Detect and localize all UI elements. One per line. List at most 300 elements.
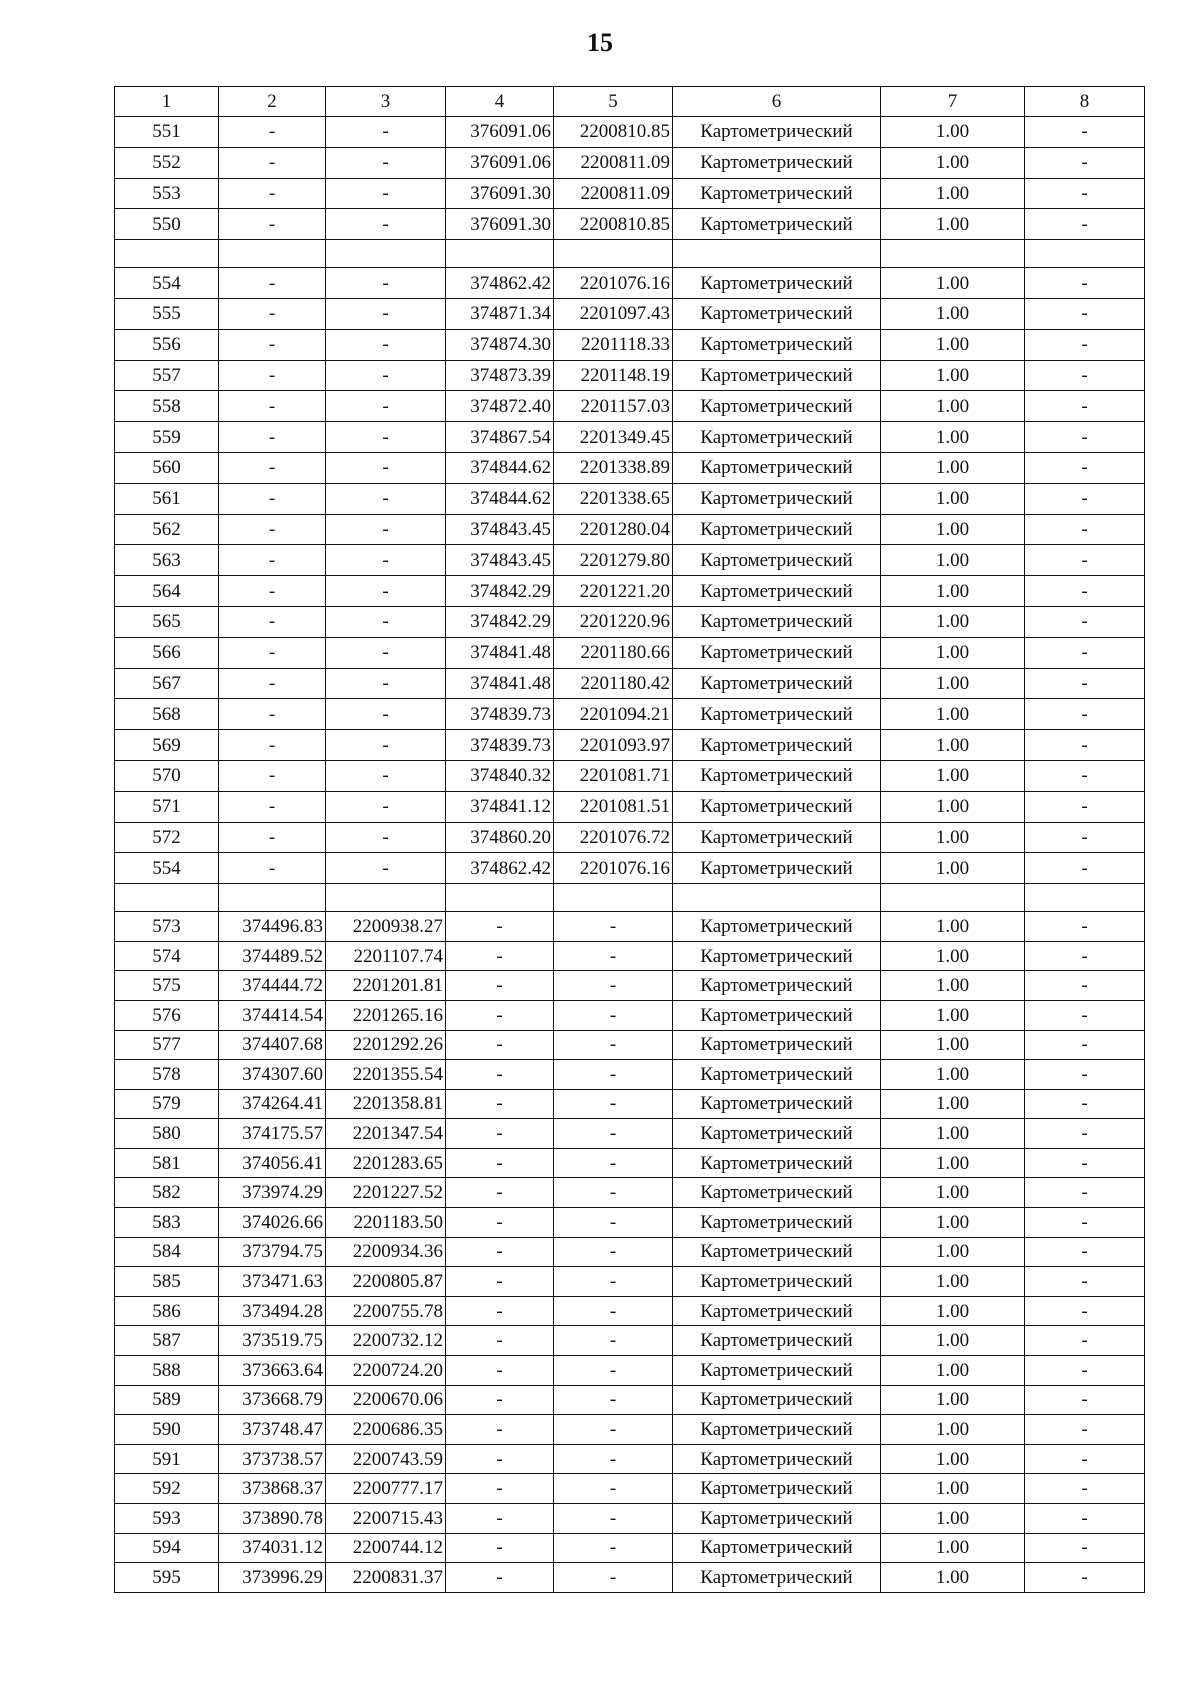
note-cell: -: [1025, 209, 1145, 240]
table-row: [115, 971, 1145, 1001]
x-coord-cell: -: [446, 912, 554, 942]
note-cell: -: [1025, 668, 1145, 699]
x-coord-cell: 376091.30: [446, 178, 554, 209]
y-coord-cell: 2201180.66: [554, 637, 673, 668]
y-coord-cell: -: [326, 178, 446, 209]
table-row: [115, 699, 1145, 730]
table-row: [115, 545, 1145, 576]
method-cell: Картометрический: [673, 1237, 881, 1267]
note-cell: -: [1025, 298, 1145, 329]
method-cell: Картометрический: [673, 1267, 881, 1297]
y-coord-cell: 2201338.65: [554, 483, 673, 514]
x-coord-cell: 374841.48: [446, 637, 554, 668]
table-row: [115, 822, 1145, 853]
y-coord-cell: 2201283.65: [326, 1148, 446, 1178]
table-row: [115, 483, 1145, 514]
table-row: [115, 452, 1145, 483]
accuracy-cell: 1.00: [881, 1000, 1025, 1030]
method-cell: Картометрический: [673, 699, 881, 730]
y-coord-cell: 2200934.36: [326, 1237, 446, 1267]
table-row: [115, 1563, 1145, 1593]
y-coord-cell: 2201148.19: [554, 360, 673, 391]
table-row: [115, 668, 1145, 699]
x-coord-cell: -: [219, 822, 326, 853]
spacer-cell: [115, 884, 219, 912]
x-coord-cell: -: [446, 1000, 554, 1030]
y-coord-cell: 2201157.03: [554, 391, 673, 422]
y-coord-cell: 2201280.04: [554, 514, 673, 545]
table-row: [115, 1356, 1145, 1386]
point-number-cell: 565: [115, 606, 219, 637]
x-coord-cell: -: [219, 514, 326, 545]
method-cell: Картометрический: [673, 822, 881, 853]
x-coord-cell: -: [219, 699, 326, 730]
method-cell: Картометрический: [673, 391, 881, 422]
x-coord-cell: 374843.45: [446, 514, 554, 545]
x-coord-cell: 374175.57: [219, 1119, 326, 1149]
spacer-cell: [554, 240, 673, 268]
accuracy-cell: 1.00: [881, 668, 1025, 699]
y-coord-cell: -: [326, 268, 446, 299]
y-coord-cell: -: [554, 1030, 673, 1060]
point-number-cell: 567: [115, 668, 219, 699]
x-coord-cell: -: [219, 298, 326, 329]
accuracy-cell: 1.00: [881, 1444, 1025, 1474]
table-row: [115, 1267, 1145, 1297]
method-cell: Картометрический: [673, 1178, 881, 1208]
y-coord-cell: -: [326, 422, 446, 453]
method-cell: Картометрический: [673, 606, 881, 637]
y-coord-cell: -: [554, 1119, 673, 1149]
point-number-cell: 573: [115, 912, 219, 942]
y-coord-cell: 2200732.12: [326, 1326, 446, 1356]
method-cell: Картометрический: [673, 1326, 881, 1356]
method-cell: Картометрический: [673, 147, 881, 178]
accuracy-cell: 1.00: [881, 1119, 1025, 1149]
method-cell: Картометрический: [673, 1415, 881, 1445]
accuracy-cell: 1.00: [881, 1356, 1025, 1386]
y-coord-cell: -: [554, 941, 673, 971]
note-cell: -: [1025, 1563, 1145, 1593]
accuracy-cell: 1.00: [881, 822, 1025, 853]
y-coord-cell: -: [326, 637, 446, 668]
point-number-cell: 552: [115, 147, 219, 178]
note-cell: -: [1025, 1504, 1145, 1534]
y-coord-cell: 2201338.89: [554, 452, 673, 483]
x-coord-cell: 374414.54: [219, 1000, 326, 1030]
spacer-cell: [673, 240, 881, 268]
method-cell: Картометрический: [673, 912, 881, 942]
method-cell: Картометрический: [673, 1474, 881, 1504]
method-cell: Картометрический: [673, 1563, 881, 1593]
y-coord-cell: -: [554, 1444, 673, 1474]
x-coord-cell: -: [446, 1030, 554, 1060]
y-coord-cell: 2200715.43: [326, 1504, 446, 1534]
note-cell: -: [1025, 576, 1145, 607]
note-cell: -: [1025, 483, 1145, 514]
y-coord-cell: -: [554, 1563, 673, 1593]
x-coord-cell: 374844.62: [446, 483, 554, 514]
accuracy-cell: 1.00: [881, 1089, 1025, 1119]
y-coord-cell: -: [554, 1356, 673, 1386]
y-coord-cell: -: [326, 576, 446, 607]
x-coord-cell: 374496.83: [219, 912, 326, 942]
x-coord-cell: 373668.79: [219, 1385, 326, 1415]
y-coord-cell: 2201094.21: [554, 699, 673, 730]
accuracy-cell: 1.00: [881, 209, 1025, 240]
point-number-cell: 553: [115, 178, 219, 209]
coordinates-table: [114, 86, 1145, 1593]
point-number-cell: 562: [115, 514, 219, 545]
x-coord-cell: 376091.06: [446, 147, 554, 178]
x-coord-cell: -: [446, 971, 554, 1001]
accuracy-cell: 1.00: [881, 1415, 1025, 1445]
x-coord-cell: -: [446, 1444, 554, 1474]
table-row: [115, 360, 1145, 391]
y-coord-cell: -: [326, 545, 446, 576]
point-number-cell: 557: [115, 360, 219, 391]
header-row: [115, 87, 1145, 117]
x-coord-cell: -: [219, 606, 326, 637]
header-cell: 3: [326, 87, 446, 117]
y-coord-cell: -: [326, 209, 446, 240]
point-number-cell: 585: [115, 1267, 219, 1297]
table-row: [115, 1326, 1145, 1356]
y-coord-cell: -: [554, 1148, 673, 1178]
method-cell: Картометрический: [673, 1060, 881, 1090]
spacer-cell: [219, 884, 326, 912]
table-block-contour-2: [115, 268, 1145, 884]
y-coord-cell: 2200810.85: [554, 117, 673, 148]
y-coord-cell: -: [326, 147, 446, 178]
method-cell: Картометрический: [673, 1385, 881, 1415]
x-coord-cell: -: [446, 1060, 554, 1090]
x-coord-cell: 373974.29: [219, 1178, 326, 1208]
note-cell: -: [1025, 1237, 1145, 1267]
table-row: [115, 853, 1145, 884]
y-coord-cell: -: [554, 912, 673, 942]
y-coord-cell: 2200743.59: [326, 1444, 446, 1474]
x-coord-cell: -: [219, 452, 326, 483]
page-number: 15: [587, 28, 613, 57]
x-coord-cell: -: [446, 1356, 554, 1386]
note-cell: -: [1025, 1385, 1145, 1415]
y-coord-cell: -: [554, 1326, 673, 1356]
y-coord-cell: 2201201.81: [326, 971, 446, 1001]
x-coord-cell: 374860.20: [446, 822, 554, 853]
table-row: [115, 1237, 1145, 1267]
x-coord-cell: 373868.37: [219, 1474, 326, 1504]
spacer-cell: [1025, 240, 1145, 268]
y-coord-cell: -: [554, 1385, 673, 1415]
accuracy-cell: 1.00: [881, 514, 1025, 545]
y-coord-cell: -: [554, 1237, 673, 1267]
y-coord-cell: -: [554, 1178, 673, 1208]
header-cell: 7: [881, 87, 1025, 117]
note-cell: -: [1025, 912, 1145, 942]
x-coord-cell: -: [446, 1504, 554, 1534]
table-row: [115, 576, 1145, 607]
method-cell: Картометрический: [673, 576, 881, 607]
y-coord-cell: -: [326, 483, 446, 514]
y-coord-cell: -: [326, 298, 446, 329]
header-cell: 1: [115, 87, 219, 117]
table-spacer: [115, 240, 1145, 268]
y-coord-cell: -: [326, 329, 446, 360]
point-number-cell: 559: [115, 422, 219, 453]
method-cell: Картометрический: [673, 422, 881, 453]
point-number-cell: 572: [115, 822, 219, 853]
y-coord-cell: 2201355.54: [326, 1060, 446, 1090]
point-number-cell: 586: [115, 1296, 219, 1326]
note-cell: -: [1025, 391, 1145, 422]
table-row: [115, 1385, 1145, 1415]
x-coord-cell: -: [446, 1415, 554, 1445]
accuracy-cell: 1.00: [881, 1326, 1025, 1356]
table-row: [115, 1504, 1145, 1534]
point-number-cell: 570: [115, 760, 219, 791]
x-coord-cell: -: [446, 1119, 554, 1149]
accuracy-cell: 1.00: [881, 941, 1025, 971]
x-coord-cell: 374031.12: [219, 1533, 326, 1563]
table-row: [115, 147, 1145, 178]
method-cell: Картометрический: [673, 117, 881, 148]
y-coord-cell: 2201221.20: [554, 576, 673, 607]
point-number-cell: 568: [115, 699, 219, 730]
y-coord-cell: -: [554, 1208, 673, 1238]
table-row: [115, 209, 1145, 240]
point-number-cell: 590: [115, 1415, 219, 1445]
note-cell: -: [1025, 791, 1145, 822]
x-coord-cell: 374862.42: [446, 268, 554, 299]
y-coord-cell: -: [326, 452, 446, 483]
note-cell: -: [1025, 1415, 1145, 1445]
point-number-cell: 583: [115, 1208, 219, 1238]
x-coord-cell: -: [219, 209, 326, 240]
accuracy-cell: 1.00: [881, 1178, 1025, 1208]
method-cell: Картометрический: [673, 637, 881, 668]
spacer-cell: [1025, 884, 1145, 912]
method-cell: Картометрический: [673, 791, 881, 822]
method-cell: Картометрический: [673, 360, 881, 391]
method-cell: Картометрический: [673, 1533, 881, 1563]
x-coord-cell: 374307.60: [219, 1060, 326, 1090]
spacer-cell: [446, 240, 554, 268]
y-coord-cell: 2200755.78: [326, 1296, 446, 1326]
note-cell: -: [1025, 730, 1145, 761]
y-coord-cell: 2201076.16: [554, 268, 673, 299]
note-cell: -: [1025, 1060, 1145, 1090]
method-cell: Картометрический: [673, 760, 881, 791]
x-coord-cell: 373663.64: [219, 1356, 326, 1386]
x-coord-cell: -: [219, 268, 326, 299]
x-coord-cell: 374871.34: [446, 298, 554, 329]
point-number-cell: 595: [115, 1563, 219, 1593]
spacer-cell: [881, 884, 1025, 912]
spacer-cell: [326, 240, 446, 268]
point-number-cell: 579: [115, 1089, 219, 1119]
note-cell: -: [1025, 1030, 1145, 1060]
method-cell: Картометрический: [673, 730, 881, 761]
table-row: [115, 268, 1145, 299]
note-cell: -: [1025, 268, 1145, 299]
note-cell: -: [1025, 760, 1145, 791]
y-coord-cell: -: [326, 668, 446, 699]
header-cell: 8: [1025, 87, 1145, 117]
table-row: [115, 1208, 1145, 1238]
method-cell: Картометрический: [673, 178, 881, 209]
point-number-cell: 592: [115, 1474, 219, 1504]
y-coord-cell: -: [554, 1267, 673, 1297]
method-cell: Картометрический: [673, 329, 881, 360]
note-cell: -: [1025, 1119, 1145, 1149]
table-row: [115, 1415, 1145, 1445]
note-cell: -: [1025, 971, 1145, 1001]
spacer-cell: [219, 240, 326, 268]
y-coord-cell: -: [554, 1533, 673, 1563]
table-row: [115, 1296, 1145, 1326]
note-cell: -: [1025, 1444, 1145, 1474]
note-cell: -: [1025, 147, 1145, 178]
y-coord-cell: 2201118.33: [554, 329, 673, 360]
y-coord-cell: 2201265.16: [326, 1000, 446, 1030]
table-row: [115, 1119, 1145, 1149]
point-number-cell: 556: [115, 329, 219, 360]
y-coord-cell: 2201081.51: [554, 791, 673, 822]
y-coord-cell: -: [326, 822, 446, 853]
accuracy-cell: 1.00: [881, 699, 1025, 730]
accuracy-cell: 1.00: [881, 1296, 1025, 1326]
x-coord-cell: 374844.62: [446, 452, 554, 483]
accuracy-cell: 1.00: [881, 117, 1025, 148]
x-coord-cell: -: [219, 329, 326, 360]
note-cell: -: [1025, 422, 1145, 453]
x-coord-cell: 373748.47: [219, 1415, 326, 1445]
x-coord-cell: -: [219, 668, 326, 699]
spacer-cell: [673, 884, 881, 912]
table-row: [115, 1000, 1145, 1030]
x-coord-cell: -: [219, 760, 326, 791]
y-coord-cell: 2200810.85: [554, 209, 673, 240]
spacer-cell: [115, 240, 219, 268]
method-cell: Картометрический: [673, 298, 881, 329]
table-row: [115, 514, 1145, 545]
y-coord-cell: -: [554, 1060, 673, 1090]
x-coord-cell: 373890.78: [219, 1504, 326, 1534]
y-coord-cell: 2200744.12: [326, 1533, 446, 1563]
accuracy-cell: 1.00: [881, 791, 1025, 822]
table-row: [115, 391, 1145, 422]
x-coord-cell: -: [219, 545, 326, 576]
x-coord-cell: 374842.29: [446, 606, 554, 637]
spacer-cell: [326, 884, 446, 912]
table-row: [115, 117, 1145, 148]
method-cell: Картометрический: [673, 1000, 881, 1030]
point-number-cell: 582: [115, 1178, 219, 1208]
table-row: [115, 298, 1145, 329]
x-coord-cell: -: [219, 147, 326, 178]
accuracy-cell: 1.00: [881, 1208, 1025, 1238]
method-cell: Картометрический: [673, 853, 881, 884]
point-number-cell: 554: [115, 853, 219, 884]
y-coord-cell: 2201292.26: [326, 1030, 446, 1060]
y-coord-cell: 2201347.54: [326, 1119, 446, 1149]
x-coord-cell: -: [219, 791, 326, 822]
accuracy-cell: 1.00: [881, 1148, 1025, 1178]
x-coord-cell: 376091.06: [446, 117, 554, 148]
x-coord-cell: 374489.52: [219, 941, 326, 971]
x-coord-cell: -: [219, 730, 326, 761]
point-number-cell: 571: [115, 791, 219, 822]
x-coord-cell: 376091.30: [446, 209, 554, 240]
y-coord-cell: -: [326, 514, 446, 545]
y-coord-cell: 2200670.06: [326, 1385, 446, 1415]
x-coord-cell: 373996.29: [219, 1563, 326, 1593]
accuracy-cell: 1.00: [881, 329, 1025, 360]
x-coord-cell: -: [219, 422, 326, 453]
x-coord-cell: 374842.29: [446, 576, 554, 607]
note-cell: -: [1025, 178, 1145, 209]
y-coord-cell: 2200938.27: [326, 912, 446, 942]
x-coord-cell: -: [219, 360, 326, 391]
x-coord-cell: -: [446, 1563, 554, 1593]
y-coord-cell: 2201107.74: [326, 941, 446, 971]
x-coord-cell: -: [446, 1178, 554, 1208]
x-coord-cell: -: [219, 391, 326, 422]
x-coord-cell: -: [446, 1237, 554, 1267]
y-coord-cell: 2200811.09: [554, 178, 673, 209]
point-number-cell: 550: [115, 209, 219, 240]
y-coord-cell: -: [326, 606, 446, 637]
point-number-cell: 580: [115, 1119, 219, 1149]
point-number-cell: 591: [115, 1444, 219, 1474]
x-coord-cell: -: [219, 117, 326, 148]
note-cell: -: [1025, 1178, 1145, 1208]
note-cell: -: [1025, 1089, 1145, 1119]
accuracy-cell: 1.00: [881, 1474, 1025, 1504]
method-cell: Картометрический: [673, 1119, 881, 1149]
x-coord-cell: -: [219, 576, 326, 607]
x-coord-cell: -: [446, 1267, 554, 1297]
point-number-cell: 578: [115, 1060, 219, 1090]
accuracy-cell: 1.00: [881, 1563, 1025, 1593]
point-number-cell: 588: [115, 1356, 219, 1386]
x-coord-cell: 374873.39: [446, 360, 554, 391]
x-coord-cell: 374026.66: [219, 1208, 326, 1238]
point-number-cell: 551: [115, 117, 219, 148]
method-cell: Картометрический: [673, 545, 881, 576]
accuracy-cell: 1.00: [881, 1267, 1025, 1297]
note-cell: -: [1025, 853, 1145, 884]
table-row: [115, 791, 1145, 822]
spacer-cell: [554, 884, 673, 912]
x-coord-cell: -: [446, 1533, 554, 1563]
y-coord-cell: 2201180.42: [554, 668, 673, 699]
method-cell: Картометрический: [673, 1030, 881, 1060]
table-block-contour-1: [115, 117, 1145, 240]
method-cell: Картометрический: [673, 941, 881, 971]
x-coord-cell: 373471.63: [219, 1267, 326, 1297]
y-coord-cell: -: [554, 1504, 673, 1534]
accuracy-cell: 1.00: [881, 452, 1025, 483]
note-cell: -: [1025, 1208, 1145, 1238]
point-number-cell: 558: [115, 391, 219, 422]
table-row: [115, 606, 1145, 637]
note-cell: -: [1025, 1148, 1145, 1178]
accuracy-cell: 1.00: [881, 853, 1025, 884]
point-number-cell: 554: [115, 268, 219, 299]
y-coord-cell: 2200686.35: [326, 1415, 446, 1445]
